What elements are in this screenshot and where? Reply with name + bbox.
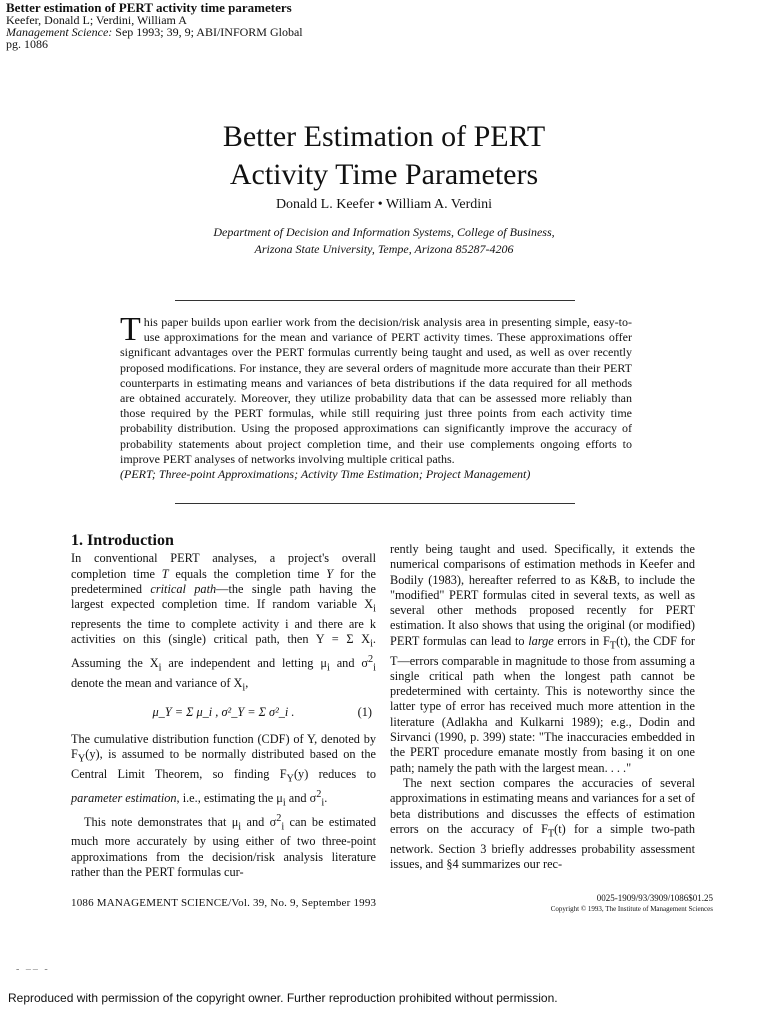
abstract-text: his paper builds upon earlier work from the decision/risk analysis area in presenting simple, easy-to-use approximations for the mean and variance of PERT activity times. These approximations offer significant advantages over the PERT formulas currently being taught and used, as well as over recently proposed modifications. For instance, they are several orders of magnitude more accurate than their PERT counterparts in estimating means and variances of beta distributions if the data required for all methods are obtained accurately. Moreover, they utilize probability data that can be assessed more reliably than those required by the PERT formulas, while still requiring just three points from each activity time probability distribution. Using the proposed approximations can significantly improve the accuracy of probability statements about project completion time, and their use complements ongoing efforts to improve PERT analyses of networks involving multiple critical paths.	[120, 315, 632, 466]
source-citation	[6, 26, 303, 38]
abstract-top-rule	[175, 300, 575, 301]
right-column	[390, 542, 695, 872]
intro-paragraph-3: This note demonstrates that $\mu_i$ and $\sigma^2_i$ can be estimated much more accurately by using either of two three-point approximations from the decision/risk analysis literature rather than the PERT formulas cur-	[71, 812, 376, 879]
article-authors: Donald L. Keefer • William A. Verdini	[275, 197, 493, 212]
scan-marks: - ‒‒ -	[16, 964, 50, 975]
footer-journal: 1086 MANAGEMENT SCIENCE/Vol. 39, No. 9, September 1993	[71, 897, 377, 909]
equation-1	[71, 705, 376, 720]
abstract-bottom-rule	[175, 503, 575, 504]
source-details: Sep 1993; 39, 9; ABI/INFORM Global	[112, 25, 303, 39]
footer-copyright: Copyright © 1993, The Institute of Management Sciences	[550, 905, 713, 913]
affiliation-line-2: Arizona State University, Tempe, Arizona 85287-4206	[254, 242, 514, 256]
affiliation	[0, 224, 768, 258]
intro-paragraph-1: In conventional PERT analyses, a project's overall completion time T equals the completion time Y for the predetermined critical path—the single path having the largest expected completion time. If random variable $X_i$ represents the time to complete activity i and there are k activities on this (single) critical path, then Y = Σ $X_i$. Assuming the $X_i$ are independent and letting $\mu_i$ and $\sigma^2_i$ denote the mean and variance of $X_i$,	[71, 551, 377, 694]
affiliation-line-1: Department of Decision and Information Systems, College of Business,	[213, 225, 555, 239]
source-header	[6, 2, 303, 50]
permission-notice: Reproduced with permission of the copyright owner. Further reproduction prohibited without permission.	[8, 991, 558, 1005]
left-column	[71, 533, 376, 880]
equation-text: μ_Y = Σ μ_i , σ²_Y = Σ σ²_i .	[152, 704, 295, 719]
title-line-1: Better Estimation of PERT	[222, 120, 546, 153]
abstract-keywords: (PERT; Three-point Approximations; Activity Time Estimation; Project Management)	[120, 467, 531, 482]
right-paragraph-2: The next section compares the accuracies of several approximations in estimating means and variances for a set of beta distributions and discusses the effects of estimation errors on the accuracy of $F_T(t)$ for a simple two-path network. Section 3 briefly addresses probability assessment issues, and §4 summarizes our rec-	[390, 775, 695, 871]
equation-number: (1)	[357, 704, 372, 719]
title-line-2: Activity Time Parameters	[229, 158, 539, 191]
right-paragraph-1: rently being taught and used. Specifically, it extends the numerical comparisons of estimation methods in Keefer and Bodily (1983), hereafter referred to as K&B, to include the "modified" PERT formulas cited in several texts, as well as several other methods proposed recently for PERT estimation. It also shows that using the original (or modified) PERT formulas can lead to large errors in $F_T(t)$, the CDF for T—errors comparable in magnitude to those from assuming a single critical path when the longest path cannot be predetermined with certainty. This is noteworthy since the latter type of error has received much more attention in the literature (Adlakha and Kulkarni 1989); e.g., Dodin and Sirvanci (1990, p. 399) state: "The inaccuracies embedded in the PERT procedure emanate mostly from basing it on one path; namely the path with the largest mean. . . ."	[390, 542, 695, 775]
source-title: Better estimation of PERT activity time parameters	[6, 0, 292, 15]
footer-copyright-block	[495, 893, 713, 915]
abstract-dropcap: T	[120, 311, 141, 348]
source-authors: Keefer, Donald L; Verdini, William A	[6, 13, 187, 27]
source-journal: Management Science:	[6, 25, 113, 39]
source-page: pg. 1086	[6, 37, 48, 51]
intro-paragraph-2: The cumulative distribution function (CDF) of Y, denoted by $F_Y(y)$, is assumed to be normally distributed based on the Central Limit Theorem, so finding $F_Y(y)$ reduces to parameter estimation, i.e., estimating the $\mu_i$ and $\sigma^2_i$.	[71, 731, 377, 809]
article-title	[0, 118, 768, 194]
footer-code: 0025-1909/93/3909/1086$01.25	[596, 893, 713, 903]
abstract	[120, 311, 632, 482]
section-heading: 1. Introduction	[71, 532, 174, 549]
